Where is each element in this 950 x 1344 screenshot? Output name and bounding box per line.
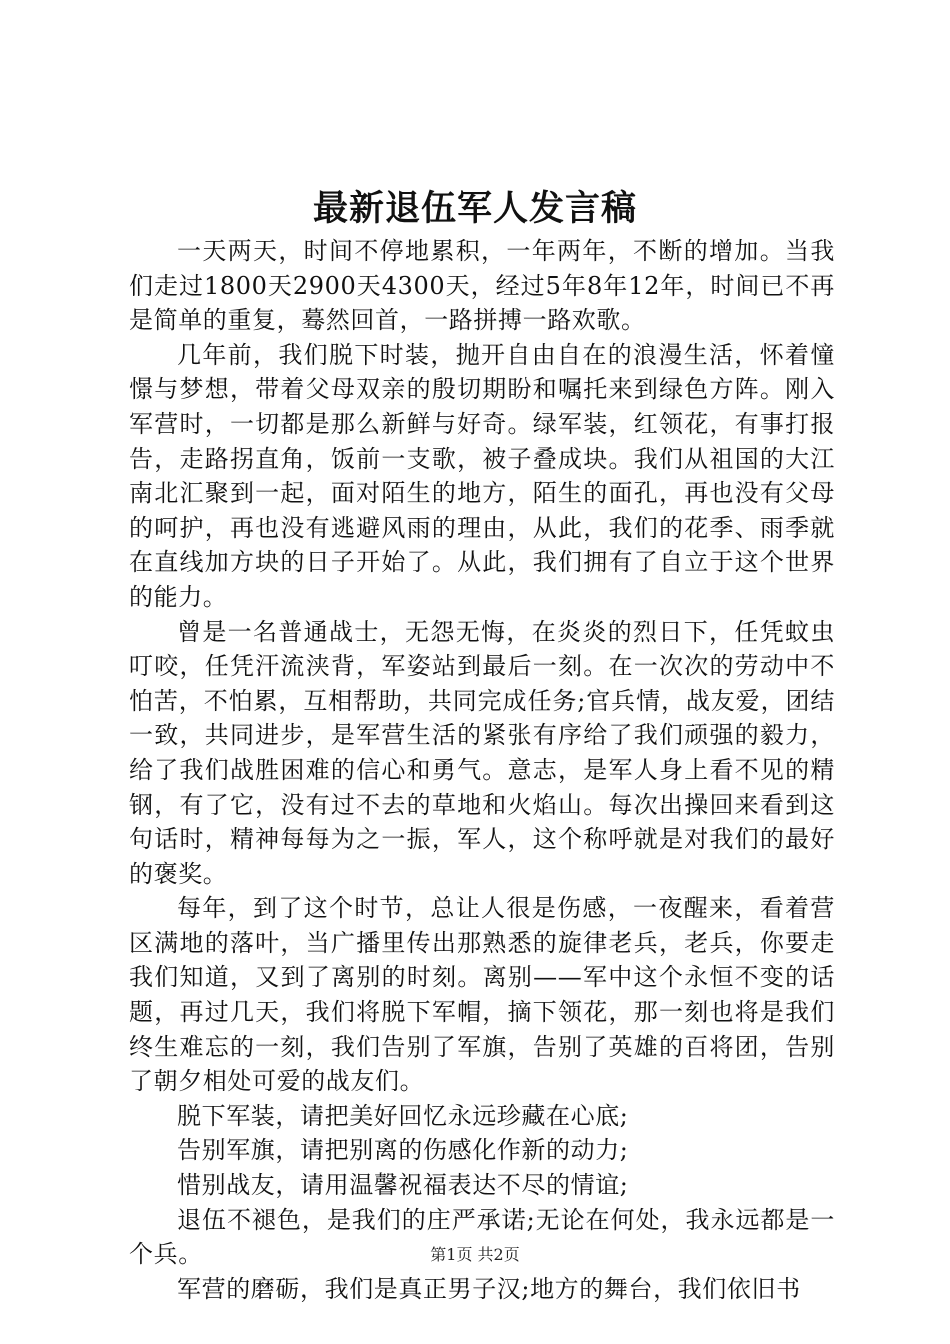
paragraph: 惜别战友，请用温馨祝福表达不尽的情谊; bbox=[177, 1171, 629, 1200]
document-title: 最新退伍军人发言稿 bbox=[312, 188, 637, 229]
paragraph: 脱下军装，请把美好回忆永远珍藏在心底; bbox=[177, 1101, 629, 1130]
paragraph: 几年前，我们脱下时装，抛开自由自在的浪漫生活，怀着憧憬与梦想，带着父母双亲的殷切期盼和嘱托来到绿色方阵。刚入军营时，一切都是那么新鲜与好奇。绿军装，红领花，有事打报告，走路拐直角，饭前一支歌，被子叠成块。我们从祖国的大江南北汇聚到一起，面对陌生的地方，陌生的面孔，再也没有父母的呵护，再也没有逃避风雨的理由，从此，我们的花季、雨季就在直线加方块的日子开始了。从此，我们拥有了自立于这个世界的能力。 bbox=[129, 340, 835, 611]
paragraph: 退伍不褪色，是我们的庄严承诺;无论在何处，我永远都是一个兵。 bbox=[129, 1205, 835, 1269]
paragraph: 告别军旗，请把别离的伤感化作新的动力; bbox=[177, 1136, 629, 1165]
paragraph: 军营的磨砺，我们是真正男子汉;地方的舞台，我们依旧书 bbox=[177, 1274, 801, 1303]
paragraph: 曾是一名普通战士，无怨无悔，在炎炎的烈日下，任凭蚊虫叮咬，任凭汗流浃背，军姿站到最后一刻。在一次次的劳动中不怕苦，不怕累，互相帮助，共同完成任务;官兵情，战友爱，团结一致，共同进步，是军营生活的紧张有序给了我们顽强的毅力，给了我们战胜困难的信心和勇气。意志，是军人身上看不见的精钢，有了它，没有过不去的草地和火焰山。每次出操回来看到这句话时，精神每每为之一振，军人，这个称呼就是对我们的最好的褒奖。 bbox=[129, 617, 835, 888]
paragraph: 每年，到了这个时节，总让人很是伤感，一夜醒来，看着营区满地的落叶，当广播里传出那熟悉的旋律老兵，老兵，你要走我们知道，又到了离别的时刻。离别——军中这个永恒不变的话题，再过几天，我们将脱下军帽，摘下领花，那一刻也将是我们终生难忘的一刻，我们告别了军旗，告别了英雄的百将团，告别了朝夕相处可爱的战友们。 bbox=[129, 894, 835, 1096]
document-body bbox=[129, 234, 835, 1306]
page-footer: 第1页 共2页 bbox=[430, 1245, 520, 1264]
paragraph: 一天两天，时间不停地累积，一年两年，不断的增加。当我们走过1800天2900天4300天，经过5年8年12年，时间已不再是简单的重复，蓦然回首，一路拼搏一路欢歌。 bbox=[129, 237, 835, 335]
